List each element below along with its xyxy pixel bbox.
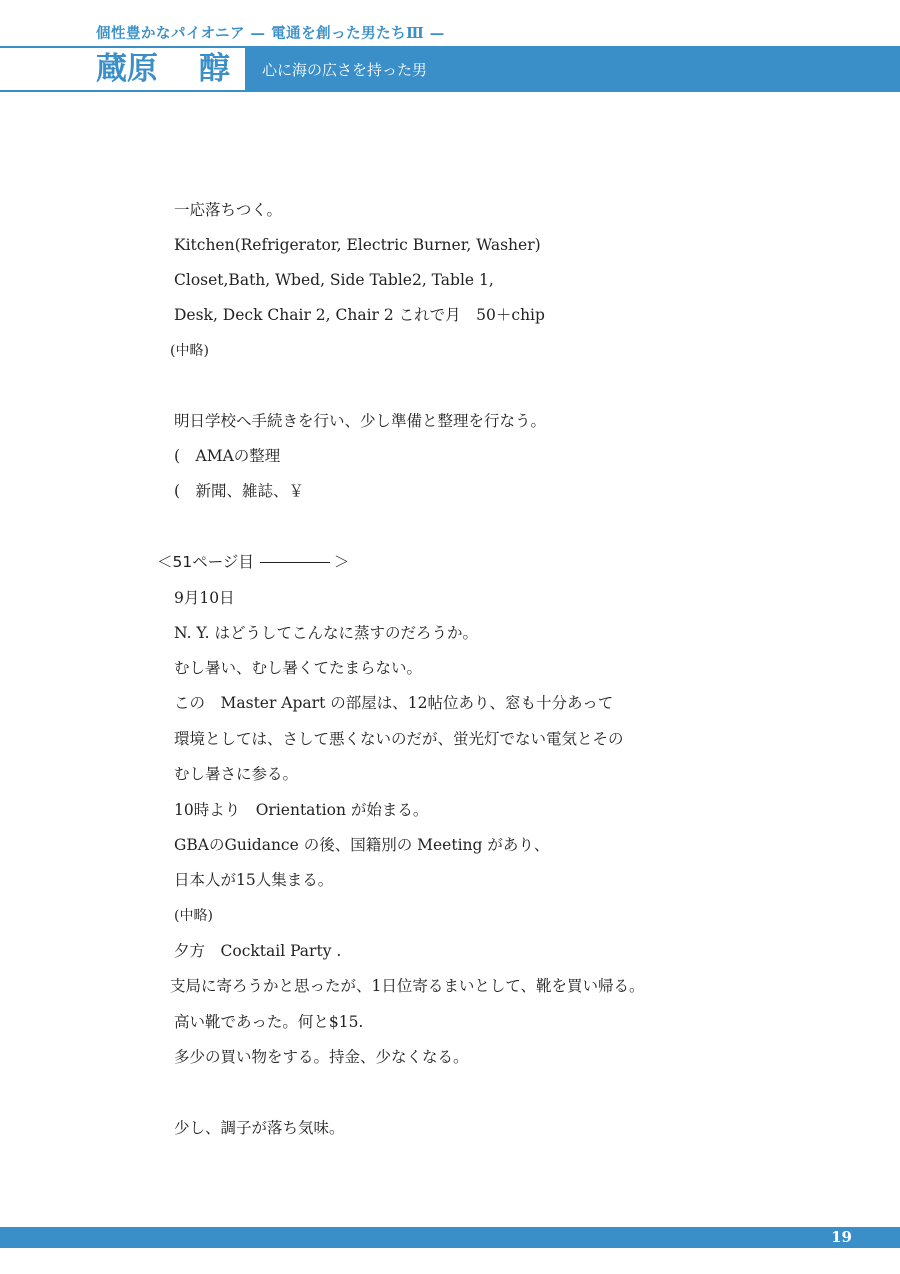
- body-line: Kitchen(Refrigerator, Electric Burner, Washer): [174, 236, 541, 254]
- page-reference-rule: [260, 562, 330, 563]
- diary-line: 環境としては、さして悪くないのだが、蛍光灯でない電気とその: [174, 730, 624, 748]
- diary-line: むし暑さに参る。: [174, 765, 299, 783]
- diary-line: GBAのGuidance の後、国籍別の Meeting があり、: [174, 836, 550, 854]
- page-reference-close: ＞: [333, 553, 350, 571]
- person-name: [96, 49, 230, 89]
- series-title: 個性豊かなパイオニア — 電通を創った男たちⅢ —: [96, 25, 445, 42]
- page-reference: [157, 552, 349, 572]
- diary-line: むし暑い、むし暑くてたまらない。: [174, 659, 423, 677]
- article-subtitle: 心に海の広さを持った男: [262, 61, 428, 79]
- diary-line: N. Y. はどうしてこんなに蒸すのだろうか。: [174, 624, 479, 642]
- body-line: 一応落ちつく。: [174, 201, 283, 219]
- diary-date: 9月10日: [174, 589, 235, 607]
- omission-note: (中略): [170, 343, 209, 359]
- omission-note: (中略): [174, 908, 213, 924]
- body-line: ( 新聞、雑誌、￥: [174, 482, 305, 500]
- page-reference-label: ＜51ページ目: [157, 553, 254, 571]
- diary-line: 夕方 Cocktail Party .: [174, 942, 342, 960]
- person-name-family: 蔵原: [96, 51, 158, 87]
- body-line: Closet,Bath, Wbed, Side Table2, Table 1,: [174, 271, 494, 289]
- body-line: ( AMAの整理: [174, 447, 281, 465]
- person-name-given: 醇: [199, 51, 230, 87]
- body-line: Desk, Deck Chair 2, Chair 2 これで月 50＋chip: [174, 306, 545, 324]
- diary-line: 10時より Orientation が始まる。: [174, 801, 429, 819]
- diary-line: この Master Apart の部屋は、12帖位あり、窓も十分あって: [174, 694, 614, 712]
- diary-line: 多少の買い物をする。持金、少なくなる。: [174, 1048, 469, 1066]
- diary-line: 少し、調子が落ち気味。: [174, 1119, 345, 1137]
- page-number: 19: [831, 1228, 852, 1246]
- diary-line: 日本人が15人集まる。: [174, 871, 334, 889]
- body-line: 明日学校へ手続きを行い、少し準備と整理を行なう。: [174, 412, 547, 430]
- footer-band: [0, 1227, 900, 1248]
- diary-line: 支局に寄ろうかと思ったが、1日位寄るまいとして、靴を買い帰る。: [170, 977, 645, 995]
- diary-line: 高い靴であった。何と$15.: [174, 1013, 364, 1031]
